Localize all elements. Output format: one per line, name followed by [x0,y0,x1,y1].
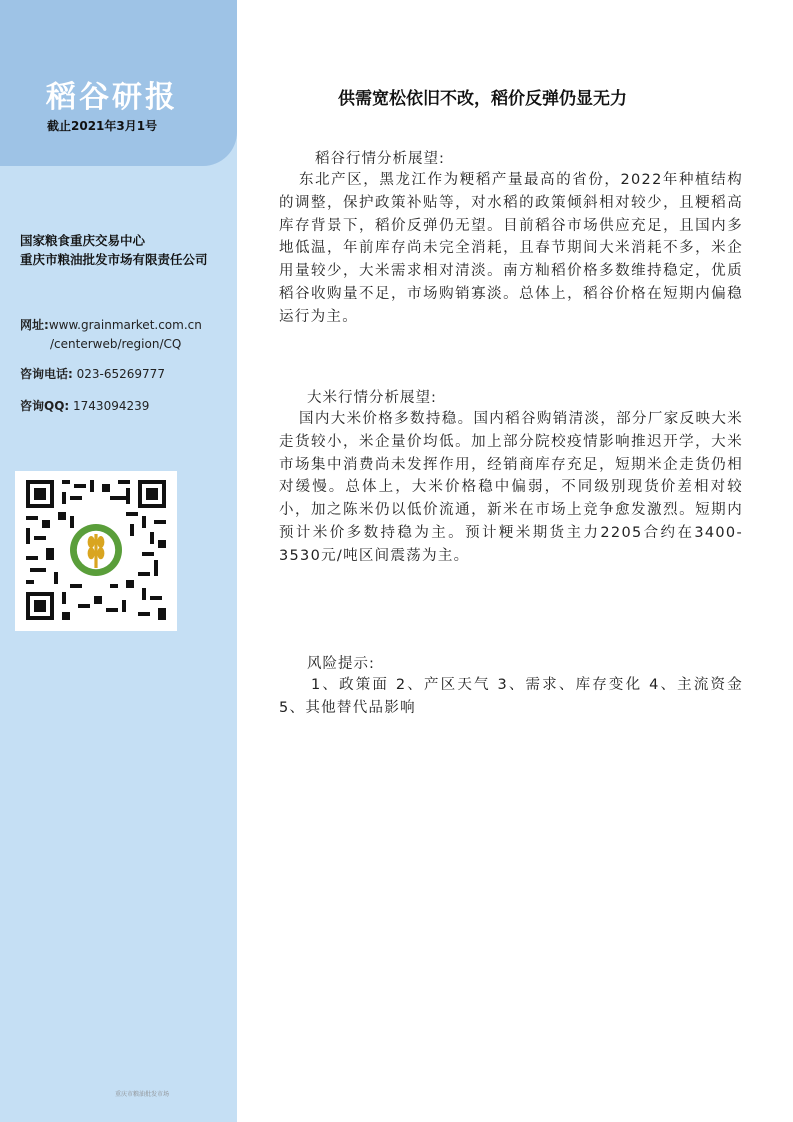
qr-code [15,471,177,1098]
phone-line [20,365,165,382]
phone-value: 023-65269777 [76,367,165,381]
section-body-risk: 1、政策面 2、产区天气 3、需求、库存变化 4、主流资金 5、其他替代品影响 [279,677,743,716]
section-body-rice: 国内大米价格多数持稳。国内稻谷购销清淡，部分厂家反映大米走货较小，米企量价均低。加上部分院校疫情影响推迟开学，大米市场集中消费尚未发挥作用，经销商库存充足，短期米企走货仍相对缓慢。总体上，大米价格稳中偏弱，不同级别现货价差相对较小，加之陈米仍以低价流通，新米在市场上竞争愈发激烈。短期内预计米价多数持稳为主。预计粳米期货主力2205合约在3400-3530元/吨区间震荡为主。 [279,411,743,564]
organization-name-2: 重庆市粮油批发市场有限责任公司 [20,252,208,267]
qq-line [20,397,149,414]
phone-label: 咨询电话: [20,367,73,381]
qr-code-icon [22,476,170,624]
website-link-continued[interactable]: /centerweb/region/CQ [50,337,182,351]
section-heading-paddy: 稻谷行情分析展望: [315,151,445,167]
qq-value: 1743094239 [73,399,150,413]
website-link[interactable]: www.grainmarket.com.cn [48,318,202,332]
sidebar [0,0,237,1122]
website-label: 网址: [20,318,49,332]
brand-header [0,0,237,166]
section-body-paddy: 东北产区，黑龙江作为粳稻产量最高的省份，2022年种植结构的调整，保护政策补贴等，对水稻的政策倾斜相对较少，且粳稻高库存背景下，稻价反弹仍无望。目前稻谷市场供应充足，且国内多地低温，年前库存尚未完全消耗，且春节期间大米消耗不多，米企用量较少，大米需求相对清淡。南方籼稻价格多数维持稳定，优质稻谷收购量不足，市场购销寡淡。总体上，稻谷价格在短期内偏稳运行为主。 [279,172,743,325]
section-heading-risk: 风险提示: [307,656,375,672]
document-title: 供需宽松依旧不改，稻价反弹仍显无力 [338,89,627,109]
organization-name-1: 国家粮食重庆交易中心 [20,233,146,248]
report-date: 截止2021年3月1号 [47,119,158,133]
website-line [20,316,202,333]
section-heading-rice: 大米行情分析展望: [307,390,437,406]
brand-title: 稻谷研报 [46,80,178,115]
qr-caption: 重庆市粮油批发市场 [115,1091,170,1098]
qq-label: 咨询QQ: [20,399,70,413]
